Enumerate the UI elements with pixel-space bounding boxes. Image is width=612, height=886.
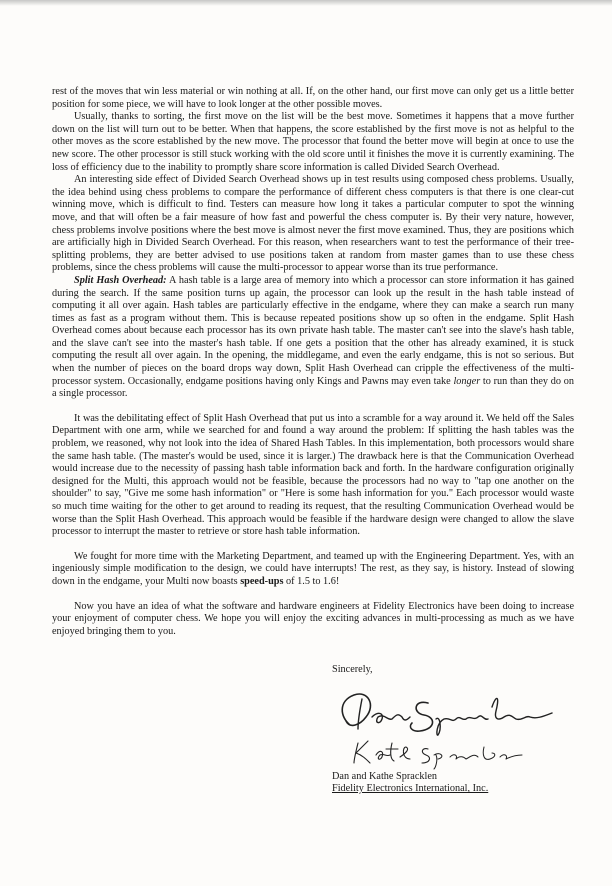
paragraph-text: A hash table is a large area of memory into which a processor can store information it has gained during the search. If the same position turns up again, the processor can look up the result in the hash table instead of computing it all over again. Hash tables are particularly effective in the endgame, where they can make a search run many times as fast as a program without them. This is because repeated positions show up so often in the endgame. Split Hash Overhead comes about because each processor has its own private hash table. The master can't see into the slave's hash table, and the slave can't see into the master's hash table. If one gets a position that the other has already examined, it is stuck computing the result all over again. In the opening, the middlegame, and even the early endgame, this is not so serious. But when the number of pieces on the board drops way down, Split Hash Overhead can cripple the effectiveness of the multi-processor system. Occasionally, endgame positions having only Kings and Pawns may even take xyxy=(52,274,575,387)
letter-closing xyxy=(332,664,592,796)
paragraph-text: Usually, thanks to sorting, the first move on the list will be the best move. Sometimes it happens that a move further down on the list will turn out to be better. When that happens, the score established by the first move is not as helpful to the other moves as the score established by the new move. The processor that found the better move will begin at once to use the new score. The other processor is still stuck working with the old score until it finishes the move it is currently examining. The loss of efficiency due to the inability to promptly share score information is called Divided Search Overhead. xyxy=(52,111,574,173)
handwritten-signature xyxy=(332,677,572,771)
paragraph-text: of 1.5 to 1.6! xyxy=(283,575,340,587)
paragraph-6 xyxy=(52,551,574,589)
scan-edge xyxy=(0,0,612,6)
emphasis-longer: longer xyxy=(453,375,481,387)
paragraph-text: We fought for more time with the Marketing Department, and teamed up with the Engineering Department. Yes, with an ingeniously simple modification to the design, we could have interrupts! The rest, as they say, is history. Instead of slowing down in the endgame, your Multi now boasts xyxy=(52,550,574,587)
paragraph-text: It was the debilitating effect of Split Hash Overhead that put us into a scramble for a way around it. We held off the Sales Department with one arm, while we searched for and found a way around the problem: If splitting the hash tables was the problem, we reasoned, why not look into the idea of Shared Hash Tables. In this implementation, both processors would share the same hash table. (The master's would be used, since it is larger.) The drawback here is that the Communication Overhead would increase due to the necessity of passing hash table information back and forth. In the hardware configuration originally designed for the Multi, this approach would not be feasible, because the processors had no way to "tap one another on the shoulder" to say, "Give me some hash information" or "Here is some hash information for you." Each processor would waste so much time waiting for the other to get around to reading its request, that the resulting Communication Overhead would be worse than the Split Hash Overhead. This approach would be feasible if the hardware design were changed to allow the slave processor to interrupt the master to retrieve or store hash table information. xyxy=(52,412,574,538)
paragraph-text: to run than they do on a single processor. xyxy=(52,375,574,400)
emphasis-speed-ups: speed-ups xyxy=(240,575,284,587)
paragraph-text: rest of the moves that win less material or win nothing at all. If, on the other hand, our first move can only get us a little better position for some piece, we will have to look longer at the other possible moves. xyxy=(52,86,574,110)
company-name: Fidelity Electronics International, Inc. xyxy=(332,783,489,795)
paragraph-3 xyxy=(52,174,574,275)
paragraph-5 xyxy=(52,413,574,539)
signature-area xyxy=(332,677,592,771)
paragraph-2 xyxy=(52,111,574,174)
section-heading-split-hash: Split Hash Overhead: xyxy=(74,274,167,286)
paragraph-1 xyxy=(52,86,574,111)
letter-body xyxy=(52,86,574,638)
signatory-names: Dan and Kathe Spracklen xyxy=(332,770,438,782)
paragraph-text: Now you have an idea of what the software and hardware engineers at Fidelity Electronics have been doing to increase your enjoyment of computer chess. We hope you will enjoy the exciting advances in multi-processing as much as we have enjoyed bringing them to you. xyxy=(52,600,574,637)
paragraph-7 xyxy=(52,601,574,639)
paragraph-text: An interesting side effect of Divided Search Overhead shows up in test results using composed chess problems. Usually, the idea behind using chess problems to compare the performance of different chess computers is that there is one clear-cut winning move, which is difficult to find. Testers can measure how long it takes a particular computer to spot the winning move, and that will often be a fair measure of how fast and powerful the chess computer is. By their very nature, however, chess problems involve positions where the best move is almost never the first move examined. Thus, they are positions which are artificially high in Divided Search Overhead. For this reason, when researchers want to test the performance of their tree-splitting problems, they are better advised to use positions taken at random from master games than to use these chess problems, since the chess problems will cause the multi-processor to appear worse than its true performance. xyxy=(52,174,574,274)
salutation: Sincerely, xyxy=(332,664,373,675)
paragraph-4 xyxy=(52,275,574,401)
